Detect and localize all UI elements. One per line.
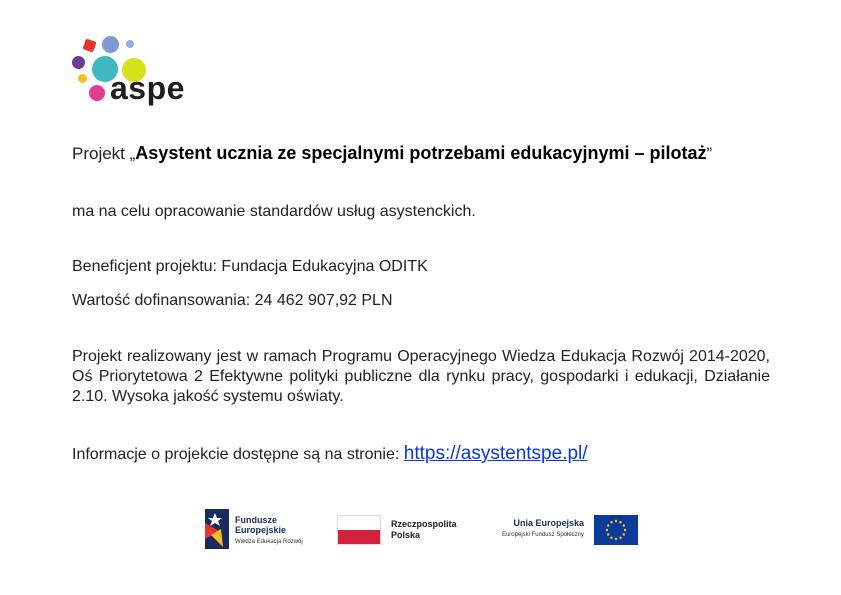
logo-dot-purple (72, 56, 85, 69)
info-label: Informacje o projekcie dostępne są na stronie: (72, 446, 404, 463)
logo-dot-small-yellow (78, 74, 87, 83)
logo-dot-blue (102, 36, 119, 53)
title-suffix: ” (706, 144, 713, 163)
title-prefix: Projekt „ (72, 144, 136, 163)
rp-text (391, 519, 457, 541)
rp-line2: Polska (391, 530, 421, 540)
fe-line2: Europejskie (235, 525, 287, 535)
ue-title: Unia Europejska (513, 518, 584, 528)
unia-europejska-logo (488, 515, 638, 547)
fe-flag-icon (205, 509, 229, 549)
footer-logos (0, 505, 841, 555)
polish-flag-icon (337, 515, 381, 545)
logo-dot-red (82, 38, 96, 52)
rzeczpospolita-polska-logo (337, 515, 477, 547)
rp-line1: Rzeczpospolita (391, 519, 457, 529)
fe-line1: Fundusze (235, 515, 277, 525)
beneficiary: Beneficjent projektu: Fundacja Edukacyjna ODITK (72, 258, 428, 275)
aspe-logo (70, 34, 200, 110)
project-title (72, 142, 770, 165)
program-description: Projekt realizowany jest w ramach Programu Operacyjnego Wiedza Edukacja Rozwój 2014-2020, Oś Priorytetowa 2 Efektywne polityki publiczne dla rynku pracy, gospodarki i edukacji, Działanie 2.10. Wysoka jakość systemu oświaty. (72, 348, 770, 405)
fe-text (235, 515, 286, 535)
logo-text: aspe (110, 70, 185, 106)
funding-value: Wartość dofinansowania: 24 462 907,92 PLN (72, 292, 393, 309)
eu-flag-icon (594, 515, 638, 545)
project-info (72, 444, 770, 465)
project-aim: ma na celu opracowanie standardów usług asystenckich. (72, 203, 476, 220)
title-name: Asystent ucznia ze specjalnymi potrzebami edukacyjnymi – pilotaż (135, 143, 707, 163)
fundusze-europejskie-logo (205, 509, 315, 551)
ue-subtitle: Europejski Fundusz Społeczny (501, 532, 584, 538)
fe-subtitle: Wiedza Edukacja Rozwój (235, 539, 303, 545)
logo-dot-lightblue (126, 40, 134, 48)
logo-dot-pink (89, 85, 105, 101)
project-website-link[interactable]: https://asystentspe.pl/ (403, 443, 588, 464)
